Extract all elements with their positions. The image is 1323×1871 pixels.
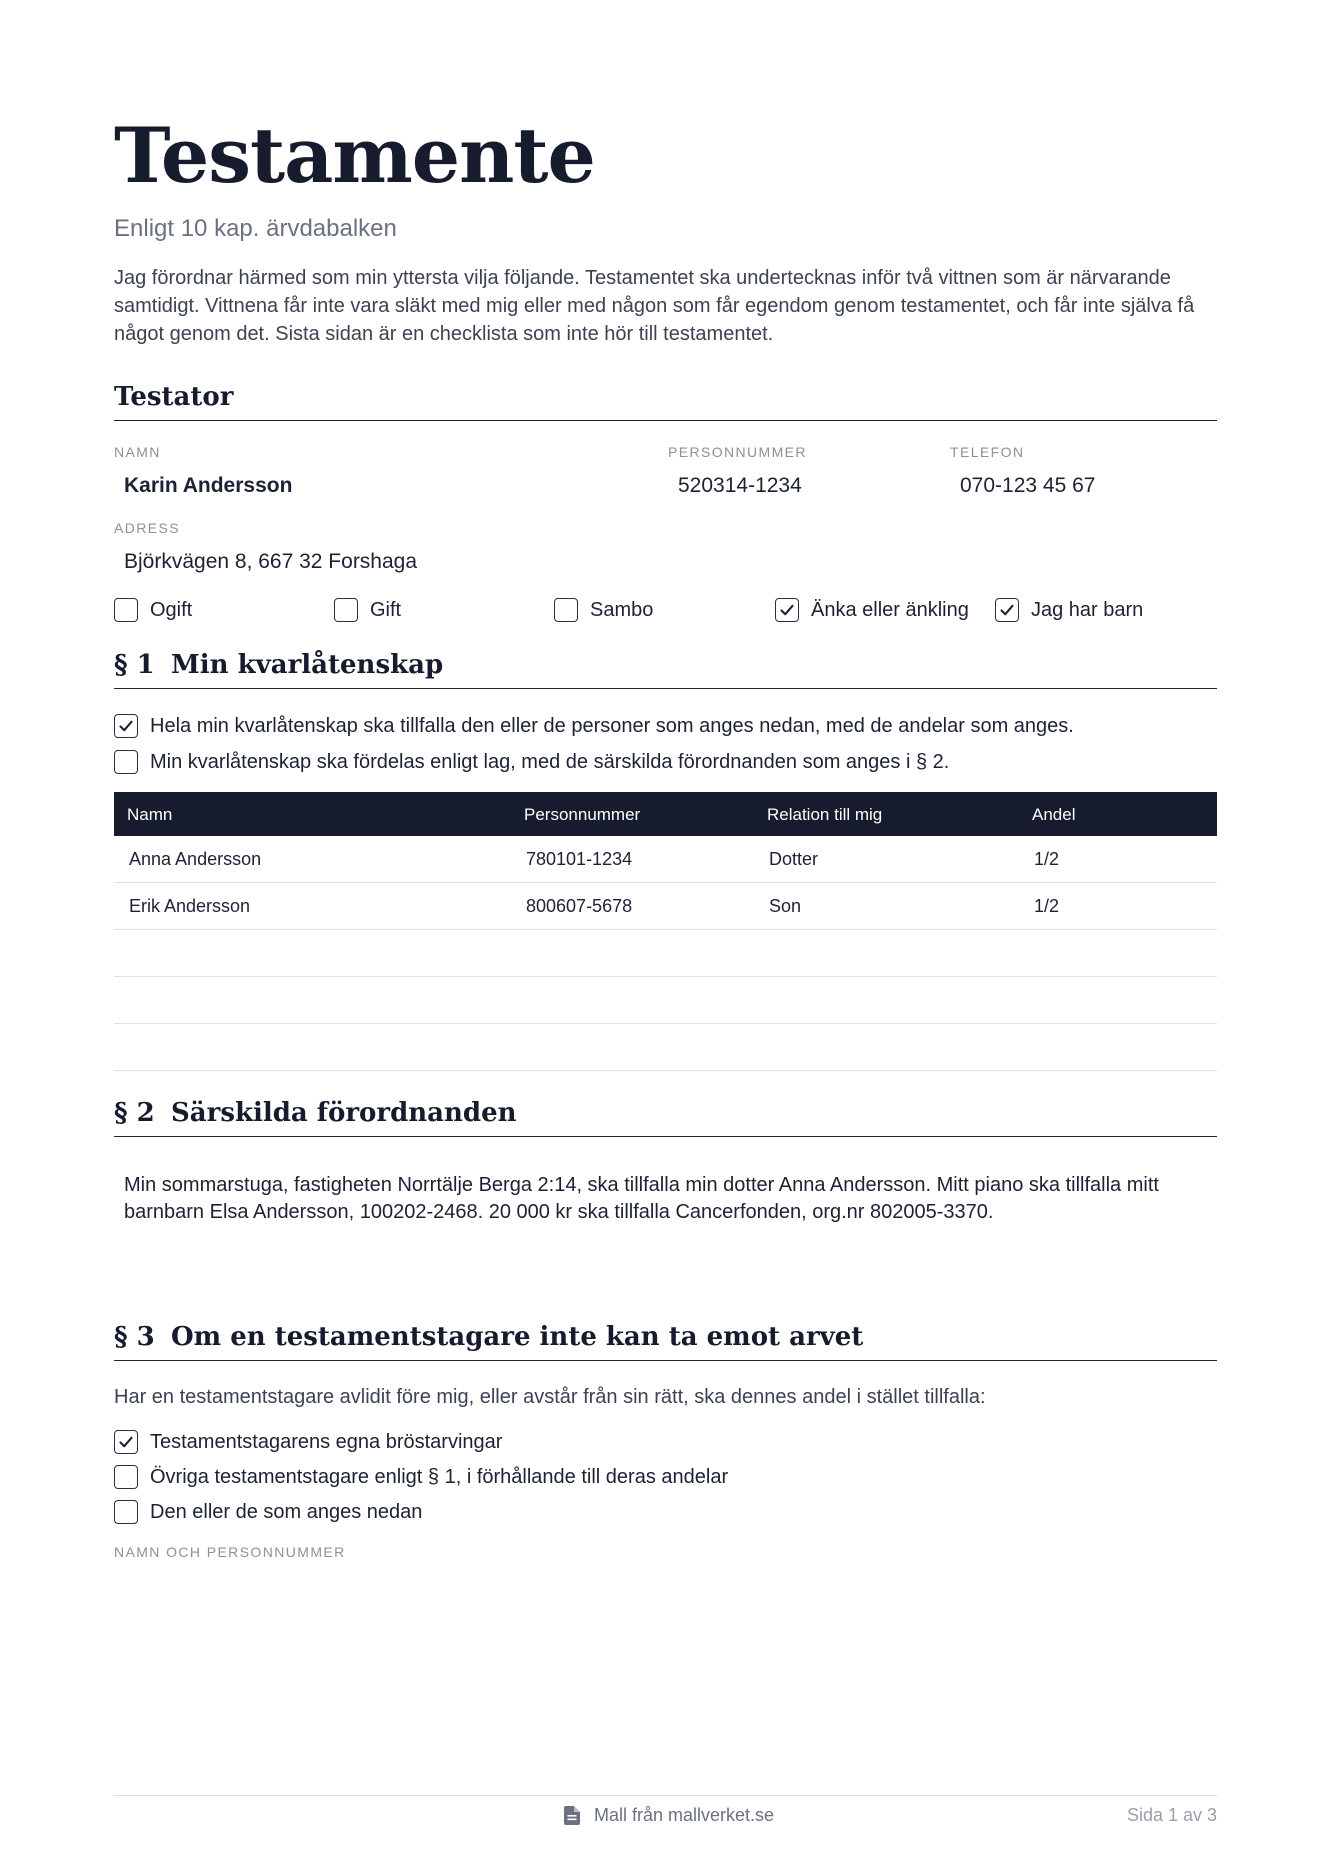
cell-personnummer[interactable]: 780101-1234 [526,849,633,869]
table-row[interactable] [114,836,1217,883]
section-number: § 2 [114,1098,155,1128]
column-header-personnummer: Personnummer [524,805,641,824]
checkbox-box[interactable] [775,598,799,622]
section-heading-label: Särskilda förordnanden [171,1098,517,1128]
phone-field[interactable]: 070-123 45 67 [960,474,1096,497]
checkbox-box[interactable] [114,714,138,738]
name-field[interactable]: Karin Andersson [124,474,293,497]
checkbox-box[interactable] [114,1500,138,1524]
checkbox-label: Sambo [590,598,654,621]
section-number: § 1 [114,650,155,680]
checkbox-label: Övriga testamentstagare enligt § 1, i förhållande till deras andelar [150,1465,729,1488]
table-row[interactable] [114,1024,1217,1071]
footer-divider [114,1795,1217,1796]
column-header-share: Andel [1032,805,1076,824]
checkbox-label: Ogift [150,598,193,621]
section-1-heading [114,650,1217,689]
checkbox-box[interactable] [114,1465,138,1489]
personnummer-label: PERSONNUMMER [668,444,807,460]
document-icon [564,1806,580,1825]
checkmark-icon [118,718,134,734]
checkbox-label: Den eller de som anges nedan [150,1500,423,1523]
checkbox-label: Testamentstagarens egna bröstarvingar [150,1430,503,1453]
section-heading-label: Min kvarlåtenskap [171,650,444,680]
section-heading-label: Testator [114,382,234,412]
checkbox-label: Jag har barn [1031,598,1144,621]
status-children-checkbox[interactable] [995,598,1143,622]
section-testator-heading [114,382,1217,421]
checkbox-box[interactable] [114,598,138,622]
checkmark-icon [779,602,795,618]
cell-share[interactable]: 1/2 [1034,896,1060,916]
checkbox-box[interactable] [334,598,358,622]
checkbox-label: Gift [370,598,402,621]
cell-personnummer[interactable]: 800607-5678 [526,896,633,916]
intro-text: Jag förordnar härmed som min yttersta vilja följande. Testamentet ska undertecknas inför två vittnen som är närvarande samtidigt. Vittnena får inte vara släkt med mig eller med någon som får egendom genom testamentet, och får inte själva få något genom det. Sista sidan är en checklista som inte hör till testamentet. [114,267,1195,345]
s3-option-other-beneficiaries[interactable] [114,1465,728,1489]
checkbox-label: Änka eller änkling [811,598,969,621]
column-header-relation: Relation till mig [767,805,883,824]
section-3-heading [114,1322,1217,1361]
page-subtitle: Enligt 10 kap. ärvdabalken [114,215,397,242]
table-row[interactable] [114,930,1217,977]
names-and-pnr-label: NAMN OCH PERSONNUMMER [114,1544,346,1560]
status-widow-checkbox[interactable] [775,598,969,622]
status-ogift-checkbox[interactable] [114,598,192,622]
s3-option-named-below[interactable] [114,1500,422,1524]
checkbox-box[interactable] [114,750,138,774]
checkbox-box[interactable] [114,1430,138,1454]
special-provisions-text[interactable]: Min sommarstuga, fastigheten Norrtälje Berga 2:14, ska tillfalla min dotter Anna Andersson. Mitt piano ska tillfalla mitt barnbarn Elsa Andersson, 100202-2468. 20 000 kr ska tillfalla Cancerfonden, org.nr 802005-3370. [124,1174,1159,1223]
s1-option-by-law[interactable] [114,750,949,774]
cell-name[interactable]: Erik Andersson [129,896,251,916]
address-label: ADRESS [114,520,180,536]
checkbox-label: Hela min kvarlåtenskap ska tillfalla den eller de personer som anges nedan, med de andelar som anges. [150,714,1074,737]
s1-option-all-to-named[interactable] [114,714,1074,738]
footer-source [564,1805,774,1826]
checkbox-box[interactable] [995,598,1019,622]
status-gift-checkbox[interactable] [334,598,401,622]
personnummer-field[interactable]: 520314-1234 [678,474,802,497]
name-label: NAMN [114,444,161,460]
phone-label: TELEFON [950,444,1025,460]
section-number: § 3 [114,1322,155,1352]
cell-share[interactable]: 1/2 [1034,849,1060,869]
table-header [114,792,1217,836]
cell-name[interactable]: Anna Andersson [129,849,262,869]
checkmark-icon [118,1434,134,1450]
section-2-heading [114,1098,1217,1137]
document-page [114,0,1217,1871]
beneficiaries-table [114,792,1217,1071]
s3-option-own-heirs[interactable] [114,1430,502,1454]
s3-lead-text: Har en testamentstagare avlidit före mig, eller avstår från sin rätt, ska dennes andel i stället tillfalla: [114,1386,986,1408]
checkbox-label: Min kvarlåtenskap ska fördelas enligt lag, med de särskilda förordnanden som anges i § 2. [150,750,950,773]
cell-relation[interactable]: Son [769,896,802,916]
column-header-name: Namn [127,805,173,824]
address-field[interactable]: Björkvägen 8, 667 32 Forshaga [124,550,418,573]
section-heading-label: Om en testamentstagare inte kan ta emot arvet [171,1322,864,1352]
checkmark-icon [999,602,1015,618]
table-row[interactable] [114,977,1217,1024]
footer-source-text: Mall från mallverket.se [594,1805,775,1825]
table-row[interactable] [114,883,1217,930]
page-title: Testamente [114,111,595,200]
cell-relation[interactable]: Dotter [769,849,819,869]
status-sambo-checkbox[interactable] [554,598,653,622]
checkbox-box[interactable] [554,598,578,622]
page-number: Sida 1 av 3 [1126,1805,1217,1825]
